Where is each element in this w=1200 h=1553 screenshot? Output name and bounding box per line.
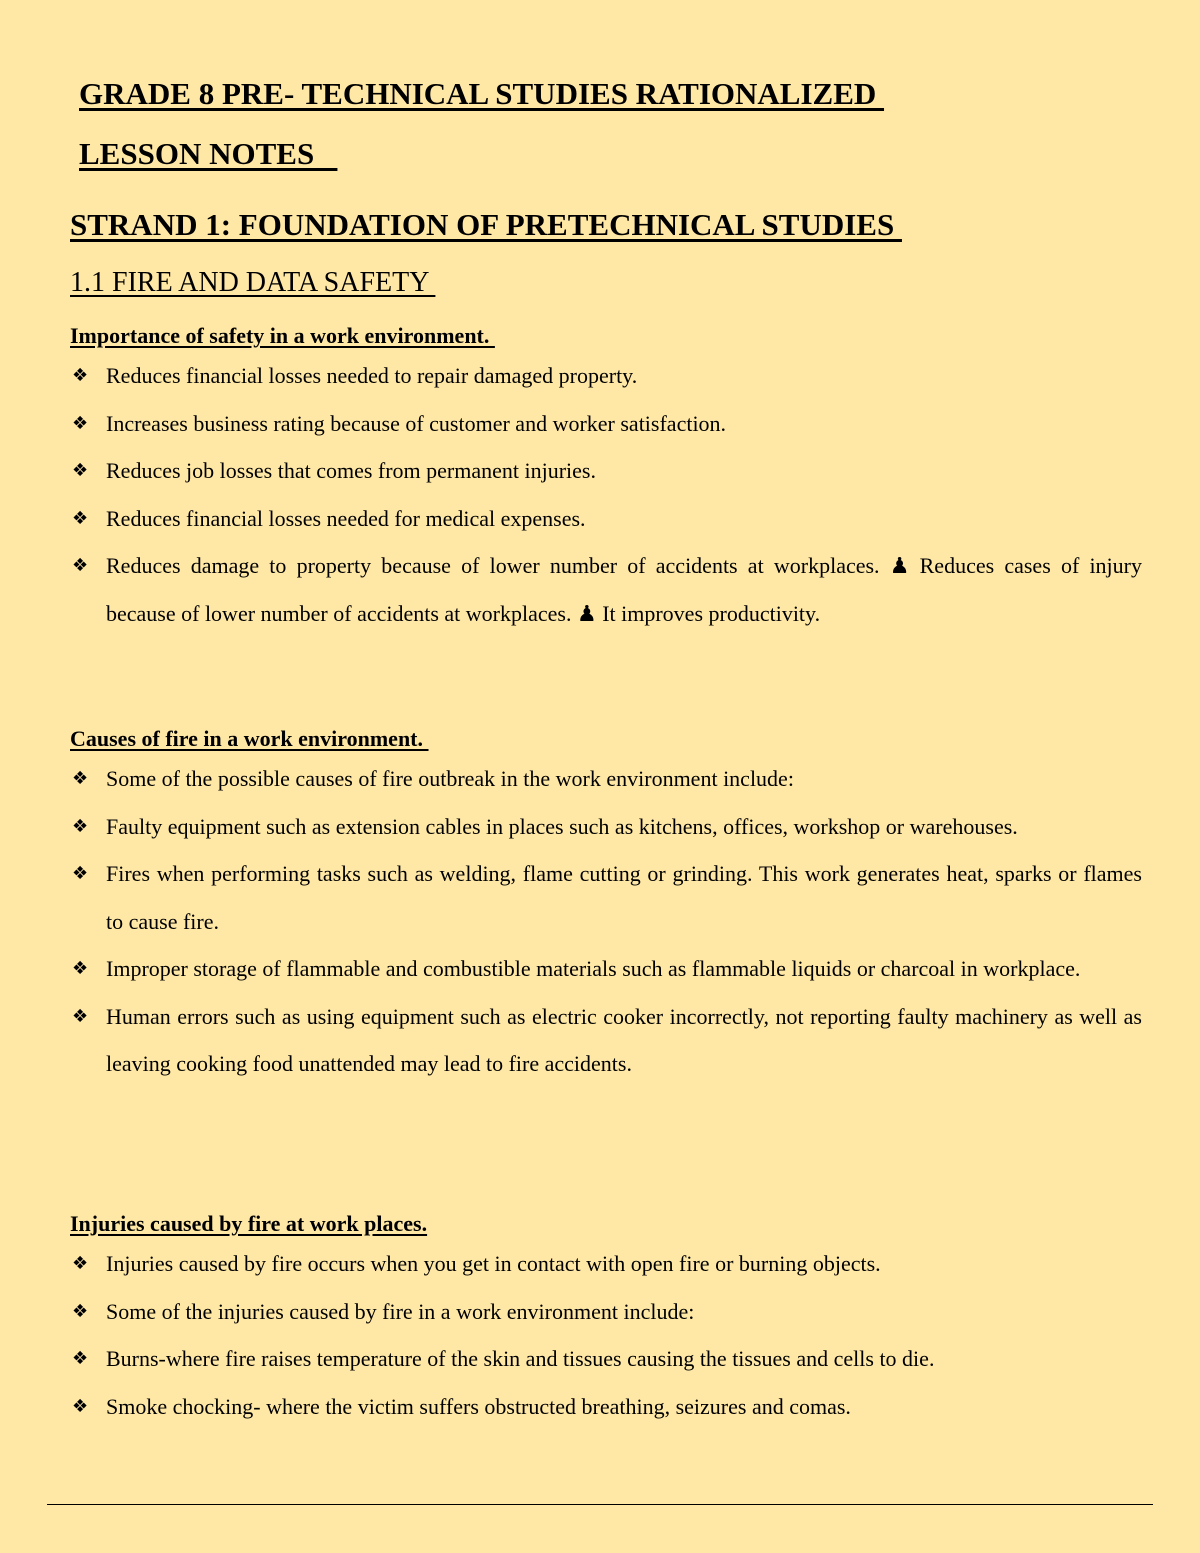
footer-divider bbox=[47, 1504, 1153, 1505]
list-item bbox=[72, 1288, 1142, 1336]
list-item-text: Reduces damage to property because of lower number of accidents at workplaces. ♟ Reduces cases of injury because of lower number of accidents at workplaces. ♟ It improves productivity. bbox=[106, 553, 1142, 626]
four-diamond-icon: ❖ bbox=[72, 863, 89, 884]
four-diamond-icon: ❖ bbox=[72, 1300, 89, 1322]
list-item-text: Improper storage of flammable and combustible materials such as flammable liquids or charcoal in workplace. bbox=[106, 956, 1081, 981]
list-item-text: Burns-where fire raises temperature of the skin and tissues causing the tissues and cells to die. bbox=[106, 1346, 935, 1371]
four-diamond-icon: ❖ bbox=[72, 555, 89, 576]
list-item bbox=[72, 945, 1142, 993]
list-item bbox=[72, 993, 1142, 1088]
four-diamond-icon: ❖ bbox=[72, 768, 89, 789]
list-item bbox=[72, 850, 1142, 945]
list-item bbox=[72, 1383, 1142, 1431]
list-item bbox=[72, 1335, 1142, 1383]
list-item-text: Increases business rating because of customer and worker satisfaction. bbox=[106, 410, 727, 436]
list-item-text: Faulty equipment such as extension cables in places such as kitchens, offices, workshop or warehouses. bbox=[106, 813, 1018, 839]
list-item-text: Reduces financial losses needed for medical expenses. bbox=[106, 505, 586, 531]
list-item-text: Injuries caused by fire occurs when you get in contact with open fire or burning objects. bbox=[106, 1251, 881, 1276]
document-title-line-2: LESSON NOTES bbox=[79, 136, 338, 171]
four-diamond-icon: ❖ bbox=[72, 1395, 89, 1417]
four-diamond-icon: ❖ bbox=[72, 1005, 89, 1027]
list-item-text: Fires when performing tasks such as welding, flame cutting or grinding. This work generates heat, sparks or flames to cause fire. bbox=[106, 861, 1142, 934]
four-diamond-icon: ❖ bbox=[72, 412, 89, 434]
list-item-text: Some of the possible causes of fire outbreak in the work environment include: bbox=[106, 766, 794, 791]
list-item bbox=[72, 400, 1142, 448]
list-item bbox=[72, 1240, 1142, 1288]
section-heading-importance: Importance of safety in a work environment. bbox=[70, 323, 495, 348]
four-diamond-icon: ❖ bbox=[72, 1253, 89, 1274]
subsection-heading: 1.1 FIRE AND DATA SAFETY bbox=[70, 267, 436, 298]
list-item-text: Reduces financial losses needed to repair damaged property. bbox=[106, 363, 638, 388]
list-item-text: Human errors such as using equipment such as electric cooker incorrectly, not reporting faulty machinery as well as leaving cooking food unattended may lead to fire accidents. bbox=[106, 1003, 1142, 1076]
four-diamond-icon: ❖ bbox=[72, 815, 89, 837]
list-item bbox=[72, 447, 1142, 495]
four-diamond-icon: ❖ bbox=[72, 1348, 89, 1369]
list-item bbox=[72, 495, 1142, 543]
list-item bbox=[72, 542, 1142, 637]
list-item-text: Reduces job losses that comes from permanent injuries. bbox=[106, 458, 596, 483]
list-item bbox=[72, 352, 1142, 400]
list-item bbox=[72, 803, 1142, 851]
list-item-text: Smoke chocking- where the victim suffers obstructed breathing, seizures and comas. bbox=[106, 1393, 851, 1419]
four-diamond-icon: ❖ bbox=[72, 958, 89, 979]
four-diamond-icon: ❖ bbox=[72, 460, 89, 481]
strand-heading: STRAND 1: FOUNDATION OF PRETECHNICAL STUDIES bbox=[70, 207, 902, 242]
bullet-list-importance bbox=[72, 352, 1142, 637]
list-item-text: Some of the injuries caused by fire in a work environment include: bbox=[106, 1298, 695, 1324]
section-heading-injuries: Injuries caused by fire at work places. bbox=[70, 1211, 428, 1236]
list-item bbox=[72, 755, 1142, 803]
four-diamond-icon: ❖ bbox=[72, 507, 89, 529]
section-heading-causes: Causes of fire in a work environment. bbox=[70, 726, 429, 751]
four-diamond-icon: ❖ bbox=[72, 365, 89, 386]
document-title-line-1: GRADE 8 PRE- TECHNICAL STUDIES RATIONALIZED bbox=[79, 76, 885, 111]
bullet-list-causes bbox=[72, 755, 1142, 1088]
bullet-list-injuries bbox=[72, 1240, 1142, 1430]
